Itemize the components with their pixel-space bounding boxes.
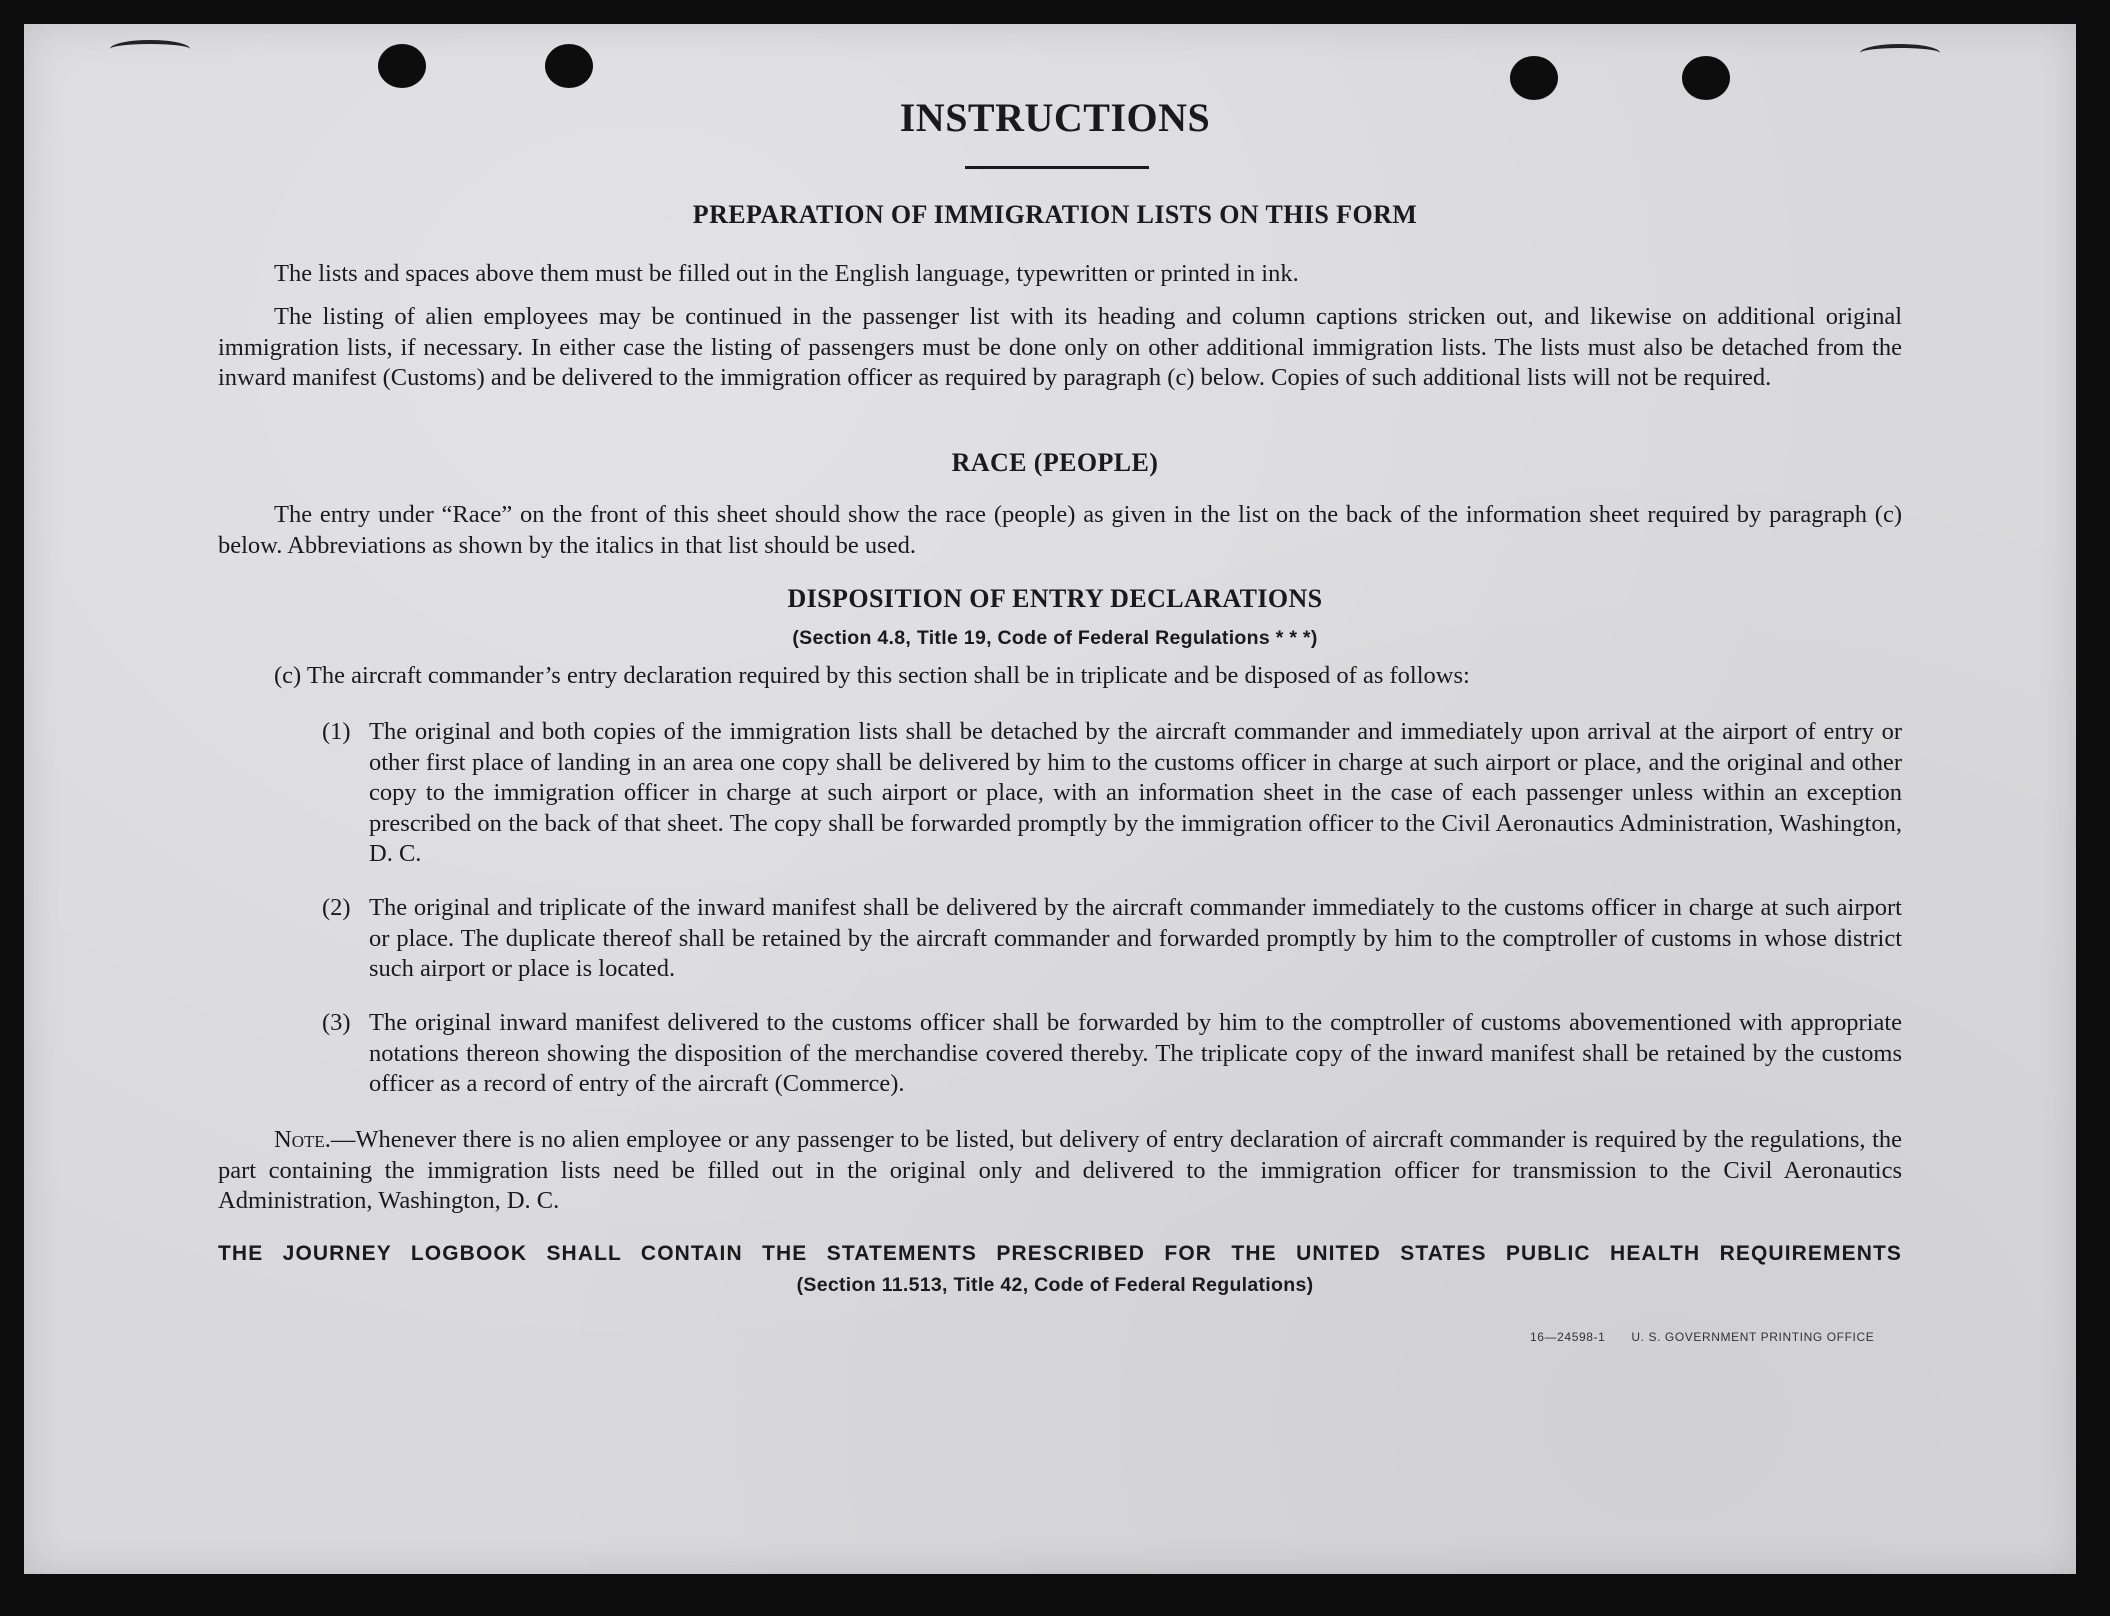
punch-hole-icon [545, 44, 593, 88]
preparation-paragraph-2: The listing of alien employees may be continued in the passenger list with its heading and column captions stricken out, and likewise on additional original immigration lists, if necessary. In either case the listing of passengers must be done only on other additional immigration lists. The lists must also be detached from the inward manifest (Customs) and be delivered to the immigration officer as required by paragraph (c) below. Copies of such additional lists will not be required. [218, 303, 1902, 391]
note-text: —Whenever there is no alien employee or any passenger to be listed, but delivery of entry declaration of aircraft commander is required by the regulations, the part containing the immigration lists need be filled out in the original only and delivered to the immigration officer for transmission to the Civil Aeronautics Administration, Washington, D. C. [218, 1126, 1902, 1214]
binder-mark-icon [110, 40, 190, 58]
punch-hole-icon [378, 44, 426, 88]
disposition-heading: DISPOSITION OF ENTRY DECLARATIONS [787, 584, 1323, 613]
note-label: Note. [274, 1126, 331, 1153]
binder-mark-icon [1860, 44, 1940, 62]
disposition-item-2-text: The original and triplicate of the inward manifest shall be delivered by the aircraft commander immediately to the customs officer in charge at such airport or place. The duplicate thereof shall be retained by the aircraft commander and forwarded promptly by him to the comptroller of customs in whose district such airport or place is located. [369, 894, 1902, 982]
logbook-statement: THE JOURNEY LOGBOOK SHALL CONTAIN THE STATEMENTS PRESCRIBED FOR THE UNITED STATES PUBLIC HEALTH REQUIREMENTS [218, 1242, 1902, 1265]
preparation-paragraph-1: The lists and spaces above them must be filled out in the English language, typewritten or printed in ink. [274, 260, 1299, 287]
printer-imprint: U. S. GOVERNMENT PRINTING OFFICE [1631, 1330, 1875, 1344]
item-number: (2) [322, 894, 351, 921]
race-paragraph: The entry under “Race” on the front of this sheet should show the race (people) as given in the list on the back of the information sheet required by paragraph (c) below. Abbreviations as shown by the italics in that list should be used. [218, 501, 1902, 559]
note-paragraph [218, 1125, 1902, 1217]
form-code: 16—24598-1 [1530, 1330, 1606, 1344]
preparation-heading: PREPARATION OF IMMIGRATION LISTS ON THIS FORM [692, 200, 1418, 229]
disposition-item-1-text: The original and both copies of the immigration lists shall be detached by the aircraft commander and immediately upon arrival at the airport of entry or other first place of landing in an area one copy shall be delivered by him to the customs officer in charge at such airport or place, and the original and other copy to the immigration officer in charge at such airport or place, with an information sheet in the case of each passenger unless within an exception prescribed on the back of that sheet. The copy shall be forwarded promptly by the immigration officer to the Civil Aeronautics Administration, Washington, D. C. [369, 718, 1902, 867]
page-title: INSTRUCTIONS [899, 95, 1211, 140]
logbook-citation: (Section 11.513, Title 42, Code of Federal Regulations) [796, 1274, 1314, 1296]
race-heading: RACE (PEOPLE) [951, 448, 1159, 477]
item-number: (1) [322, 718, 351, 745]
disposition-item-3-text: The original inward manifest delivered to the customs officer shall be forwarded by him to the comptroller of customs abovementioned with appropriate notations thereon showing the disposition of the merchandise covered thereby. The triplicate copy of the inward manifest shall be retained by the customs officer as a record of entry of the aircraft (Commerce). [369, 1009, 1902, 1097]
disposition-citation: (Section 4.8, Title 19, Code of Federal Regulations * * *) [792, 627, 1318, 649]
title-rule [965, 166, 1149, 169]
footer [1530, 1330, 1874, 1344]
item-number: (3) [322, 1009, 351, 1036]
disposition-intro: (c) The aircraft commander’s entry declaration required by this section shall be in triplicate and be disposed of as follows: [274, 662, 1470, 689]
